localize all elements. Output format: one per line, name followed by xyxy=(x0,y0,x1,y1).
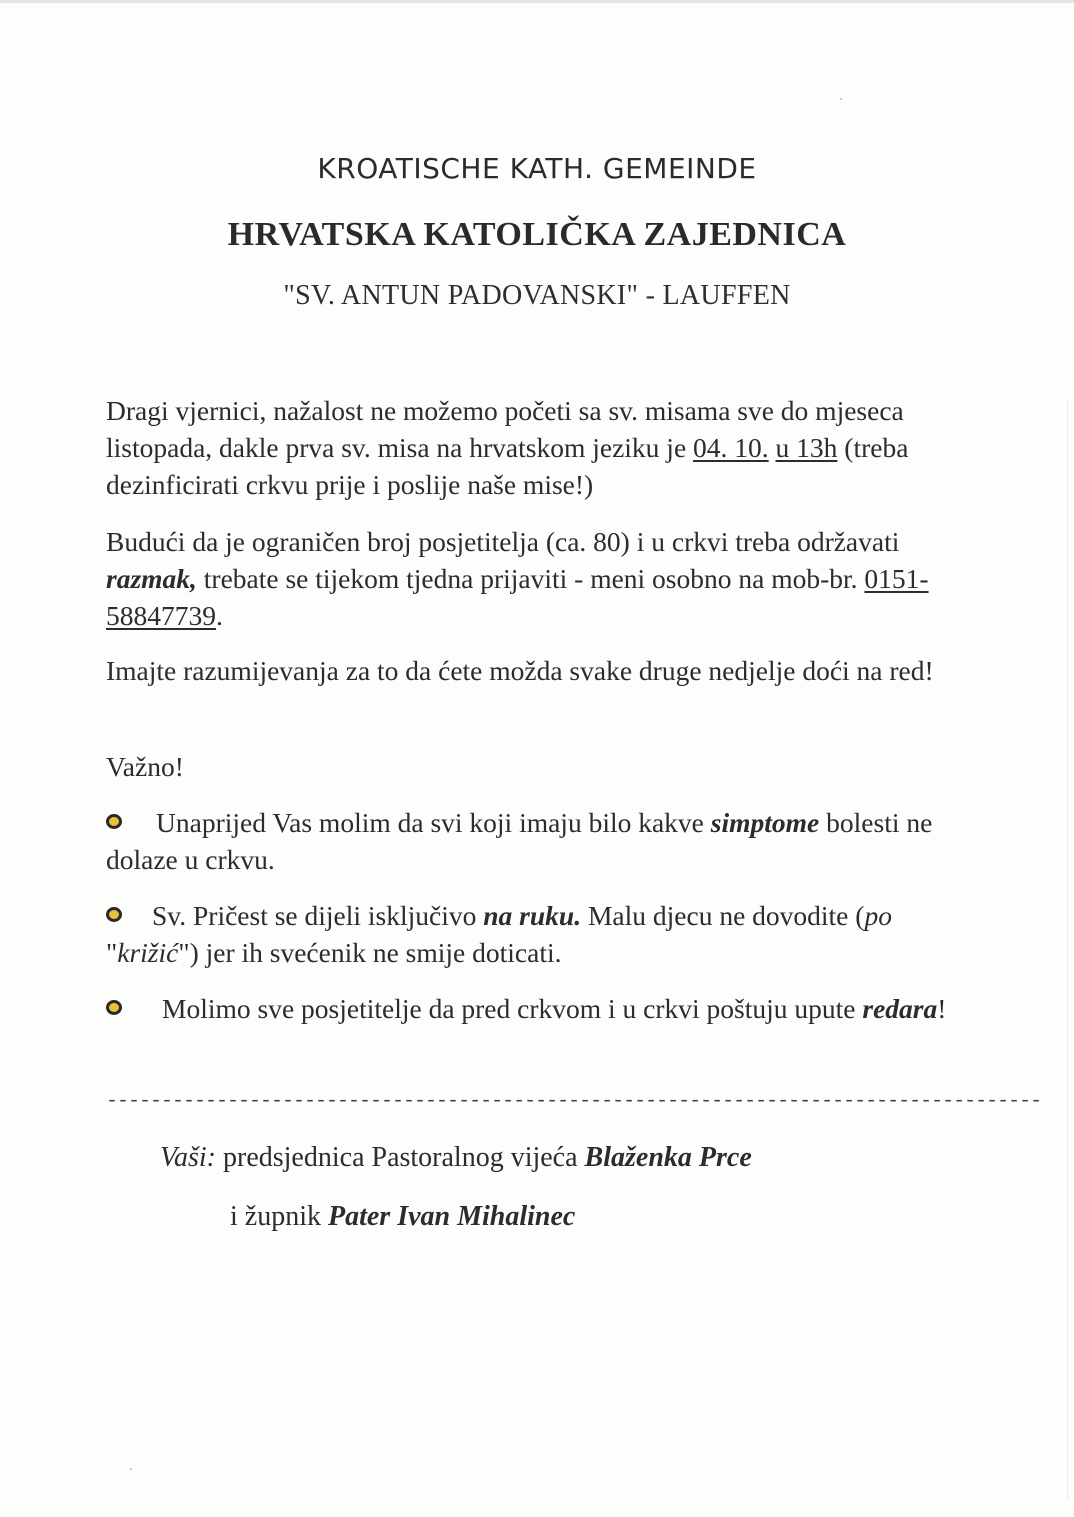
header-line-croatian: HRVATSKA KATOLIČKA ZAJEDNICA xyxy=(227,216,847,253)
scan-speck xyxy=(840,98,842,100)
paragraph-patience: Imajte razumijevanja za to da ćete možda svake druge nedjelje doći na red! xyxy=(106,655,934,686)
bullet-text: bolesti ne dolaze u crkvu. xyxy=(106,807,933,875)
header-line-german: KROATISCHE KATH. GEMEINDE xyxy=(317,152,757,185)
header-line-parish: "SV. ANTUN PADOVANSKI" - LAUFFEN xyxy=(283,280,791,311)
emphasis-ushers: redara xyxy=(862,993,938,1024)
bullet-text: ! xyxy=(937,993,947,1024)
scan-speck xyxy=(130,1468,132,1470)
signature-prefix: Vaši: xyxy=(160,1142,216,1173)
bullet-text: jer ih svećenik ne smije doticati. xyxy=(198,937,562,968)
paragraph-text: trebate se tijekom tjedna prijaviti - meni osobno na mob-br. xyxy=(196,563,865,594)
bullet-item-symptoms xyxy=(106,804,976,878)
bullet-circle-icon xyxy=(106,1000,122,1015)
paragraph-text: Budući da je ograničen broj posjetitelja (ca. 80) i u crkvi treba održavati xyxy=(106,526,900,557)
quote: " xyxy=(106,937,118,968)
emphasis-po: po xyxy=(864,900,892,931)
bullet-text: Malu djecu ne dovodite xyxy=(581,900,856,931)
bullet-circle-icon xyxy=(106,907,122,922)
phone-number: 0151-58847739 xyxy=(106,563,929,631)
signature-line-priest xyxy=(230,1201,575,1233)
paragraph-mass-date xyxy=(106,392,976,503)
paren: ( xyxy=(855,900,865,931)
paragraph-registration xyxy=(106,523,976,634)
signature-priest-name: Pater Ivan Mihalinec xyxy=(328,1201,576,1232)
scan-right-edge xyxy=(1067,400,1068,1500)
bullet-text: Unaprijed Vas molim da svi koji imaju bilo kakve xyxy=(156,807,711,838)
scan-top-edge xyxy=(0,0,1074,3)
signature-text: predsjednica Pastoralnog vijeća xyxy=(216,1142,585,1173)
emphasis-distance: razmak, xyxy=(106,563,197,594)
spacer xyxy=(769,432,776,463)
paragraph-important: Važno! xyxy=(106,751,184,782)
bullet-circle-icon xyxy=(106,814,122,829)
mass-date: 04. 10. xyxy=(693,432,769,463)
emphasis-symptoms: simptome xyxy=(710,807,820,838)
bullet-text: Sv. Pričest se dijeli isključivo xyxy=(152,900,484,931)
mass-time: u 13h xyxy=(775,432,838,463)
paragraph-text: (treba dezinficirati crkvu prije i poslije naše mise!) xyxy=(106,432,909,500)
signature-text: i župnik xyxy=(230,1201,328,1232)
bullet-item-communion xyxy=(106,897,976,971)
signature-line-president xyxy=(160,1142,752,1174)
paragraph-text: Dragi vjernici, nažalost ne možemo početi sa sv. misama sve do mjeseca listopada, dakle prva sv. misa na hrvatskom jeziku je xyxy=(106,395,904,463)
bullet-item-ushers xyxy=(106,990,976,1027)
emphasis-on-hand: na ruku. xyxy=(483,900,582,931)
quote: ") xyxy=(178,937,199,968)
paragraph-text: . xyxy=(216,600,223,631)
emphasis-krizic: križić xyxy=(117,937,179,968)
bullet-text: Molimo sve posjetitelje da pred crkvom i u crkvi poštuju upute xyxy=(162,993,863,1024)
dashed-divider: ------------------------------------------------------------------------------------- xyxy=(106,1090,1042,1113)
signature-president-name: Blaženka Prce xyxy=(584,1142,752,1173)
